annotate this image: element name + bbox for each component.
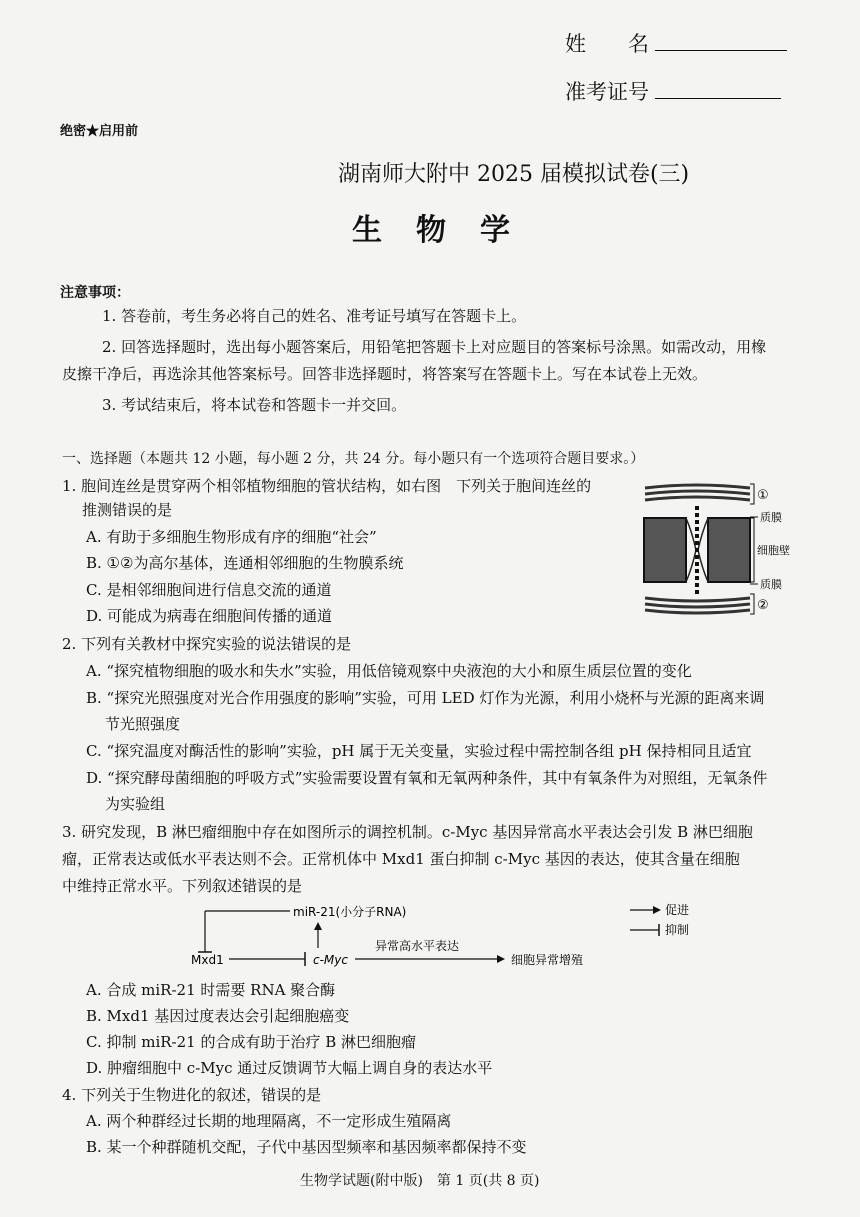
notice-item-1: 1. 答卷前，考生务必将自己的姓名、准考证号填写在答题卡上。 [102,307,527,325]
q3-option-b: B. Mxd1 基因过度表达会引起细胞癌变 [86,1007,350,1025]
promote-arrowhead-right [497,955,505,963]
q2-option-c: C. “探究温度对酶活性的影响”实验，pH 属于无关变量，实验过程中需控制各组 pH 保持相同且适宜 [86,742,752,760]
fig-label-membrane-bottom: 质膜 [760,578,782,591]
id-label: 准考证号 [565,80,649,104]
q4-option-b: B. 某一个种群随机交配，子代中基因型频率和基因频率都保持不变 [86,1138,527,1156]
q3-option-a: A. 合成 miR-21 时需要 RNA 聚合酶 [86,981,336,999]
bottom-golgi-stack [645,598,750,613]
promote-arrowhead-up [314,922,322,930]
subject-title: 生物学 [352,213,544,248]
q2-option-d-2: 为实验组 [105,795,166,813]
id-blank[interactable] [655,98,781,99]
q2-option-b-2: 节光照强度 [105,715,181,733]
regulation-diagram [185,898,745,978]
q2-stem: 2. 下列有关教材中探究实验的说法错误的是 [62,635,352,653]
exam-title: 湖南师大附中 2025 届模拟试卷(三) [338,162,690,187]
q3-option-d: D. 肿瘤细胞中 c-Myc 通过反馈调节大幅上调自身的表达水平 [86,1059,493,1077]
name-label: 姓 名 [565,32,649,56]
fig-label-membrane-top: 质膜 [760,511,782,524]
notice-item-2a: 2. 回答选择题时，选出每小题答案后，用铅笔把答题卡上对应题目的答案标号涂黑。如需改动，用橡 [102,338,767,356]
q3-stem-1: 3. 研究发现，B 淋巴瘤细胞中存在如图所示的调控机制。c-Myc 基因异常高水平表达会引发 B 淋巴细胞 [62,823,753,841]
q1-stem-a: 1. 胞间连丝是贯穿两个相邻植物细胞的管状结构，如右图 下列关于胞间连丝的 [62,477,592,495]
q3-stem-2: 瘤，正常表达或低水平表达则不会。正常机体中 Mxd1 蛋白抑制 c-Myc 基因的表达，使其含量在细胞 [62,850,740,868]
diagram-result-label: 细胞异常增殖 [511,953,584,967]
q1-stem-b: 推测错误的是 [82,501,173,519]
fig-label-2: ② [757,598,769,613]
notice-heading: 注意事项： [60,285,130,301]
diagram-cmyc-label: c-Myc [313,953,348,967]
name-blank[interactable] [655,50,787,51]
q1-option-b: B. ①②为高尔基体，连通相邻细胞的生物膜系统 [86,554,404,572]
fig-label-1: ① [757,488,769,503]
diagram-mxd1-label: Mxd1 [191,953,224,967]
legend-inhibit: 抑制 [665,923,690,937]
q3-stem-3: 中维持正常水平。下列叙述错误的是 [62,877,303,895]
diagram-mir21-label: miR-21(小分子RNA) [293,905,407,919]
q2-option-a: A. “探究植物细胞的吸水和失水”实验，用低倍镜观察中央液泡的大小和原生质层位置的变化 [86,662,692,680]
q2-option-d-1: D. “探究酵母菌细胞的呼吸方式”实验需要设置有氧和无氧两种条件，其中有氧条件为对照组，无氧条件 [86,769,768,787]
right-cell-wall [708,518,750,582]
notice-item-2b: 皮擦干净后，再选涂其他答案标号。回答非选择题时，将答案写在答题卡上。写在本试卷上无效。 [62,365,708,383]
fig-label-cell-wall: 细胞壁 [757,544,790,557]
q4-stem: 4. 下列关于生物进化的叙述，错误的是 [62,1086,322,1104]
q1-option-c: C. 是相邻细胞间进行信息交流的通道 [86,581,332,599]
q1-option-a: A. 有助于多细胞生物形成有序的细胞“社会” [86,528,377,546]
section-heading: 一、选择题（本题共 12 小题，每小题 2 分，共 24 分。每小题只有一个选项符合题目要求。） [62,451,645,467]
diagram-abnormal-label: 异常高水平表达 [375,939,460,953]
legend-promote: 促进 [665,903,690,917]
confidential-mark: 绝密★启用前 [60,124,139,139]
q1-option-d: D. 可能成为病毒在细胞间传播的通道 [86,607,333,625]
q4-option-a: A. 两个种群经过长期的地理隔离，不一定形成生殖隔离 [86,1112,452,1130]
notice-item-3: 3. 考试结束后，将本试卷和答题卡一并交回。 [102,396,407,414]
top-golgi-stack [645,485,750,500]
left-cell-wall [644,518,686,582]
q2-option-b-1: B. “探究光照强度对光合作用强度的影响”实验，可用 LED 灯作为光源，利用小烧杯与光源的距离来调 [86,689,765,707]
q3-option-c: C. 抑制 miR-21 的合成有助于治疗 B 淋巴细胞瘤 [86,1033,417,1051]
plasmodesma-figure [640,480,810,620]
page-footer: 生物学试题(附中版) 第 1 页(共 8 页) [300,1173,540,1189]
